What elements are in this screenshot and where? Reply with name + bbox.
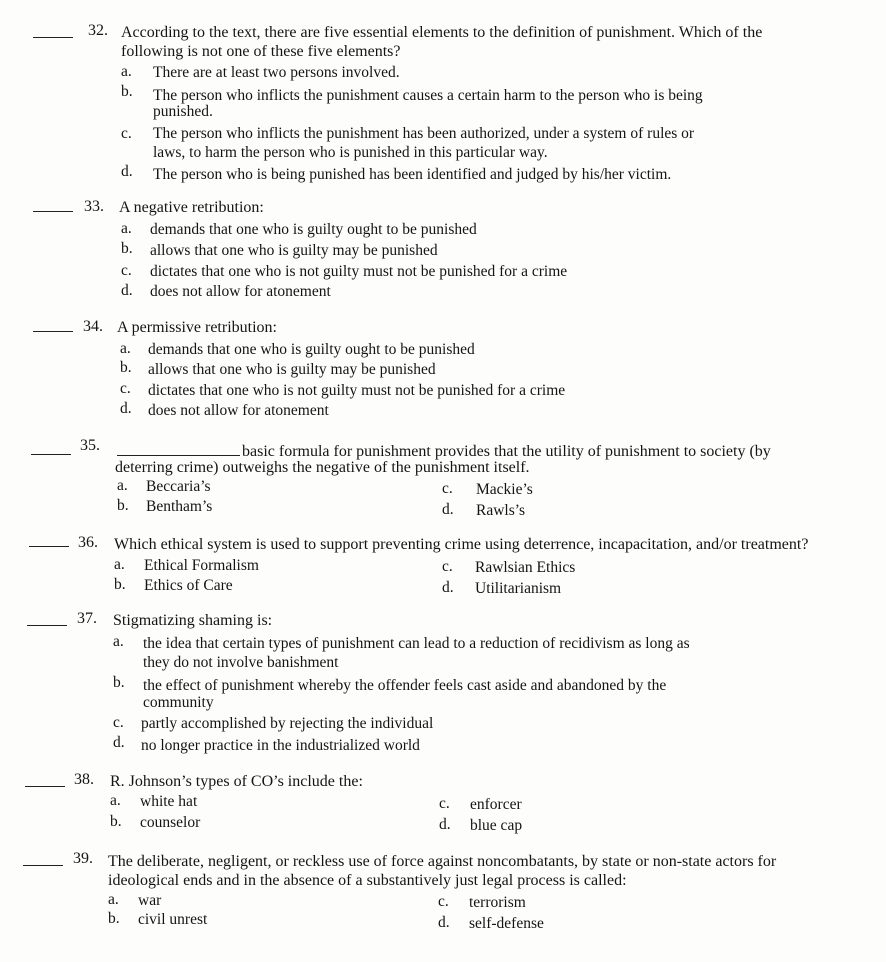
option-letter: d. [439,816,451,833]
option-letter: a. [121,220,132,237]
option-letter: d. [120,400,132,417]
option-text: they do not involve banishment [143,654,339,671]
question-stem-line: A permissive retribution: [117,319,277,336]
option-text: the idea that certain types of punishment can lead to a reduction of recidivism as long as [143,635,690,652]
option-text: Ethics of Care [144,577,233,594]
option-letter: b. [120,359,132,376]
option-text: Rawlsian Ethics [475,559,576,576]
option-text: Beccaria’s [146,478,211,495]
option-text: The person who inflicts the punishment has been authorized, under a system of rules or [153,125,695,142]
option-letter: a. [117,477,128,494]
option-letter: d. [442,579,454,596]
question-number: 37. [77,610,97,627]
option-letter: a. [110,792,121,809]
option-letter: d. [121,163,133,180]
option-letter: d. [121,282,133,299]
option-letter: d. [438,914,450,931]
option-letter: c. [121,125,132,142]
option-text: Utilitarianism [475,580,562,597]
question-stem-line: following is not one of these five elements? [121,43,401,60]
question-stem-line: deterring crime) outweighs the negative of the punishment itself. [115,459,530,476]
option-letter: a. [121,63,132,80]
option-letter: c. [120,380,131,397]
option-text: dictates that one who is not guilty must not be punished for a crime [150,263,568,280]
question-stem-line: The deliberate, negligent, or reckless use of force against noncombatants, by state or non-state actors for [108,853,777,870]
answer-blank[interactable] [29,546,69,547]
question-stem-line: ideological ends and in the absence of a substantively just legal process is called: [108,872,627,889]
option-letter: a. [113,633,124,650]
option-letter: d. [442,501,454,518]
question-number: 33. [84,198,104,215]
option-text: blue cap [470,817,523,834]
option-letter: a. [114,556,125,573]
option-letter: b. [121,240,133,257]
question-number: 32. [88,22,108,39]
option-letter: b. [121,83,133,100]
question-number: 34. [83,318,103,335]
answer-blank[interactable] [23,865,63,866]
answer-blank[interactable] [33,331,73,332]
option-text: self-defense [469,915,544,932]
answer-blank[interactable] [33,211,73,212]
question-stem-line: Stigmatizing shaming is: [113,612,273,629]
option-text: There are at least two persons involved. [153,64,400,81]
question-number: 35. [80,437,100,454]
option-text: dictates that one who is not guilty must not be punished for a crime [148,382,566,399]
option-text: community [143,694,214,711]
option-text: Ethical Formalism [144,557,259,574]
option-letter: b. [117,497,129,514]
option-text: enforcer [470,796,522,813]
option-text: allows that one who is guilty may be punished [150,242,438,259]
option-letter: b. [114,576,126,593]
option-letter: c. [438,893,449,910]
option-text: allows that one who is guilty may be punished [148,361,436,378]
option-letter: c. [442,558,453,575]
question-stem-line: A negative retribution: [119,199,264,216]
option-text: no longer practice in the industrialized world [141,737,420,754]
option-text: terrorism [469,894,526,911]
option-letter: a. [108,891,119,908]
option-text: civil unrest [138,911,208,928]
option-text: the effect of punishment whereby the offender feels cast aside and abandoned by the [143,677,667,694]
option-text: war [138,892,162,909]
question-stem-line: R. Johnson’s types of CO’s include the: [110,773,363,790]
option-text: does not allow for atonement [150,283,331,300]
stem-text: basic formula for punishment provides that the utility of punishment to society (by [242,443,771,460]
option-letter: b. [110,813,122,830]
option-letter: b. [108,910,120,927]
answer-blank[interactable] [33,37,73,38]
option-text: demands that one who is guilty ought to be punished [150,221,477,238]
option-text: punished. [153,103,213,120]
answer-blank[interactable] [25,786,65,787]
option-text: Mackie’s [476,481,533,498]
option-letter: c. [439,795,450,812]
option-text: The person who inflicts the punishment causes a certain harm to the person who is being [153,87,703,104]
question-number: 36. [78,534,98,551]
option-letter: a. [120,340,131,357]
option-text: counselor [140,814,201,831]
option-text: white hat [140,793,198,810]
question-stem-line: Which ethical system is used to support preventing crime using deterrence, incapacitation, and/or treatment? [114,536,809,553]
option-text: demands that one who is guilty ought to be punished [148,341,475,358]
option-text: laws, to harm the person who is punished in this particular way. [153,144,548,161]
option-text: The person who is being punished has been identified and judged by his/her victim. [153,166,672,183]
option-text: does not allow for atonement [148,402,329,419]
question-number: 38. [74,771,94,788]
option-text: partly accomplished by rejecting the individual [141,715,434,732]
question-stem-line: According to the text, there are five essential elements to the definition of punishment. Which of the [121,24,763,41]
option-letter: c. [121,262,132,279]
answer-blank[interactable] [31,454,71,455]
option-letter: c. [442,480,453,497]
question-number: 39. [73,850,93,867]
option-text: Bentham’s [146,498,213,515]
option-letter: b. [113,674,125,691]
option-letter: d. [113,734,125,751]
fill-in-blank[interactable] [117,441,240,456]
answer-blank[interactable] [27,625,67,626]
option-letter: c. [113,714,124,731]
option-text: Rawls’s [476,502,526,519]
